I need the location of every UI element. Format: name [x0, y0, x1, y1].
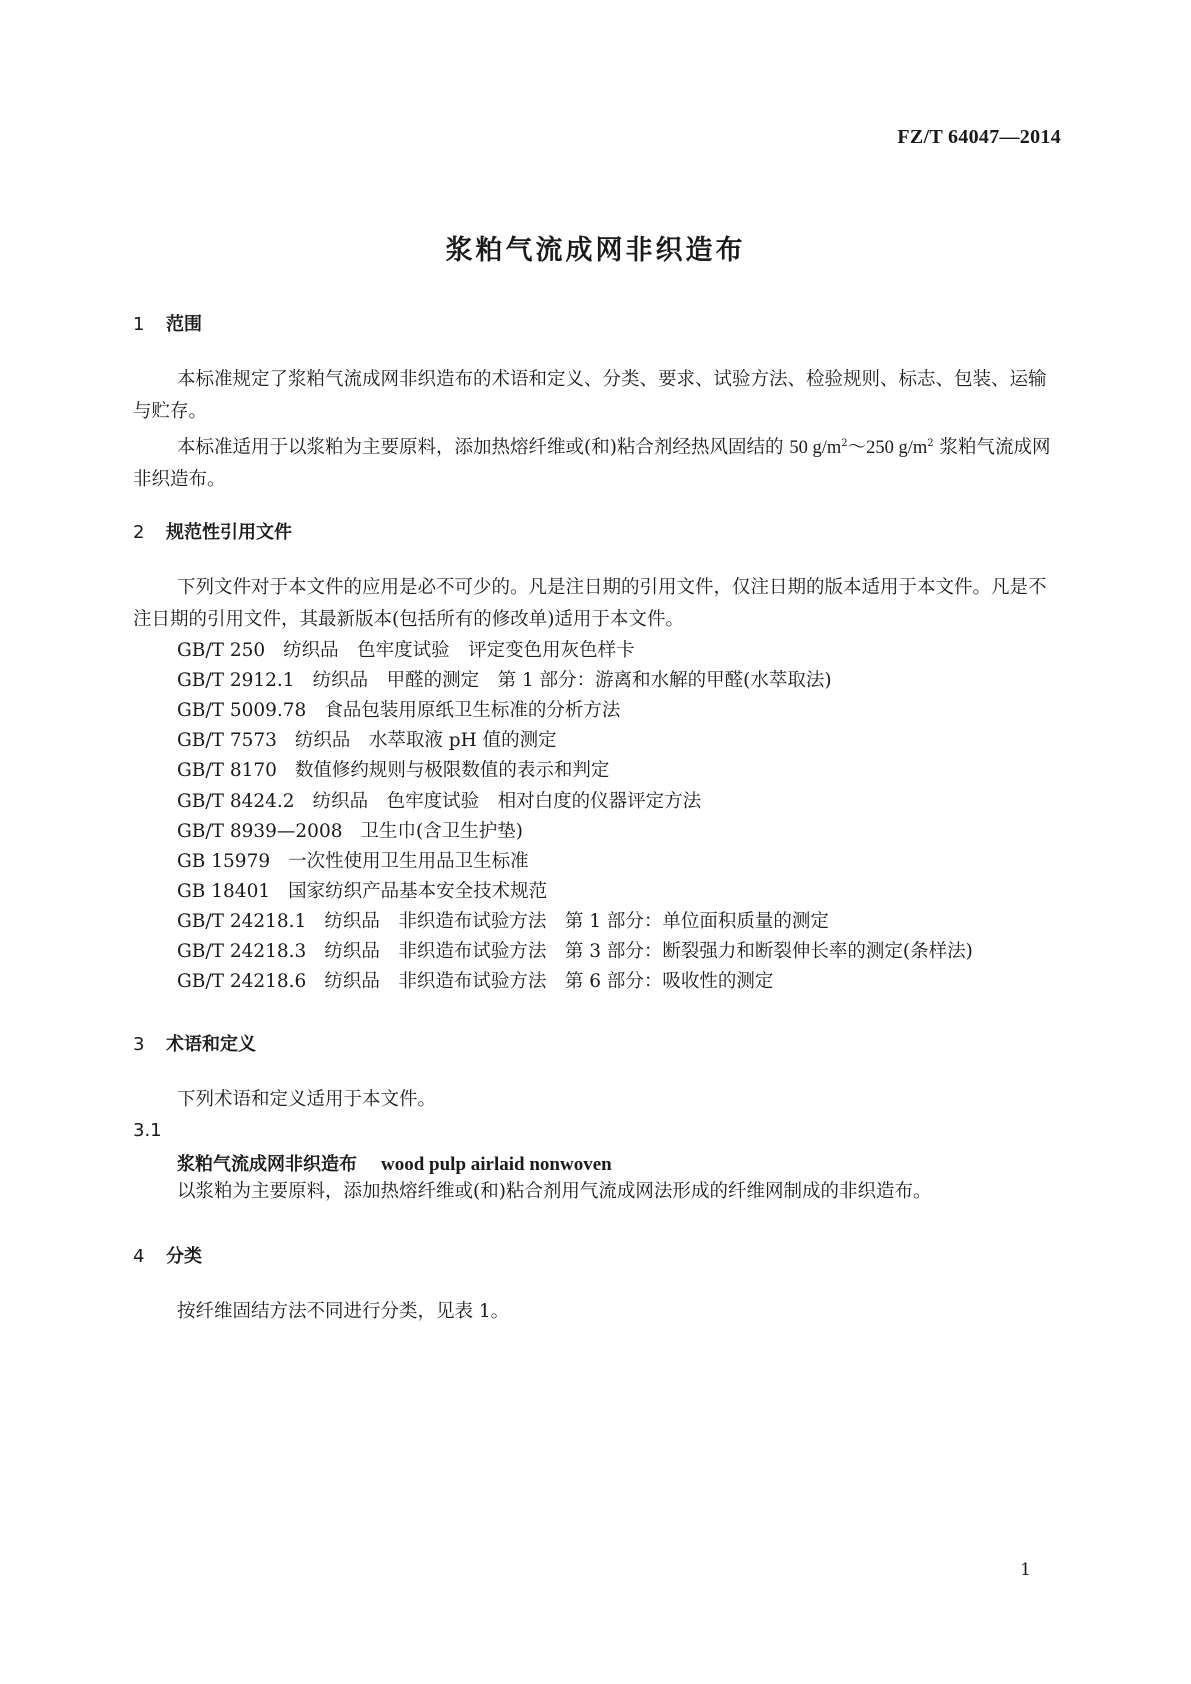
section-2-heading: [133, 518, 292, 544]
references-intro: 下列文件对于本文件的应用是必不可少的。凡是注日期的引用文件，仅注日期的版本适用于本文件。凡是不注日期的引用文件，其最新版本(包括所有的修改单)适用于本文件。: [133, 577, 1047, 630]
section-number: 3: [133, 1034, 145, 1055]
reference-item: GB/T 24218.3 纺织品 非织造布试验方法 第 3 部分：断裂强力和断裂伸长率的测定(条样法): [177, 941, 973, 962]
section-title: 规范性引用文件: [166, 522, 292, 543]
reference-item: GB/T 2912.1 纺织品 甲醛的测定 第 1 部分：游离和水解的甲醛(水萃取法): [177, 670, 832, 691]
reference-item: GB 15979 一次性使用卫生用品卫生标准: [177, 851, 529, 872]
section-3-heading: [133, 1030, 256, 1056]
reference-item: GB/T 7573 纺织品 水萃取液 pH 值的测定: [177, 730, 557, 751]
section-number: 2: [133, 522, 145, 543]
section-title: 术语和定义: [166, 1034, 256, 1055]
reference-item: GB/T 5009.78 食品包装用原纸卫生标准的分析方法: [177, 700, 621, 721]
document-code: FZ/T 64047—2014: [897, 126, 1061, 148]
classification-paragraph: 按纤维固结方法不同进行分类，见表 1。: [177, 1301, 510, 1322]
term-en: wood pulp airlaid nonwoven: [381, 1154, 612, 1175]
section-1-heading: [133, 310, 202, 336]
term-zh: 浆粕气流成网非织造布: [177, 1154, 357, 1175]
term-number: 3.1: [133, 1120, 162, 1141]
reference-item: GB/T 8424.2 纺织品 色牢度试验 相对白度的仪器评定方法: [177, 791, 702, 812]
scope-paragraph-2: 本标准适用于以浆粕为主要原料，添加热熔纤维或(和)粘合剂经热风固结的 50 $g/m^2\sim 250$ $g/m^2$ 浆粕气流成网非织造布。: [133, 437, 1051, 491]
reference-item: GB/T 24218.1 纺织品 非织造布试验方法 第 1 部分：单位面积质量的测定: [177, 911, 829, 932]
page-number: 1: [1020, 1560, 1031, 1580]
terms-intro: 下列术语和定义适用于本文件。: [177, 1089, 437, 1110]
reference-item: GB/T 8170 数值修约规则与极限数值的表示和判定: [177, 760, 610, 781]
reference-item: GB 18401 国家纺织产品基本安全技术规范: [177, 881, 548, 902]
section-title: 分类: [166, 1246, 202, 1267]
reference-item: GB/T 8939—2008 卫生巾(含卫生护垫): [177, 821, 523, 842]
scope-paragraph-1: 本标准规定了浆粕气流成网非织造布的术语和定义、分类、要求、试验方法、检验规则、标志、包装、运输与贮存。: [133, 369, 1047, 422]
section-title: 范围: [166, 314, 202, 335]
term-heading: [177, 1150, 612, 1176]
section-number: 1: [133, 314, 145, 335]
reference-item: GB/T 250 纺织品 色牢度试验 评定变色用灰色样卡: [177, 640, 635, 661]
section-number: 4: [133, 1246, 145, 1267]
document-title: 浆粕气流成网非织造布: [445, 235, 746, 266]
section-4-heading: [133, 1242, 202, 1268]
reference-item: GB/T 24218.6 纺织品 非织造布试验方法 第 6 部分：吸收性的测定: [177, 971, 774, 992]
term-definition: 以浆粕为主要原料，添加热熔纤维或(和)粘合剂用气流成网法形成的纤维网制成的非织造布。: [177, 1181, 932, 1202]
